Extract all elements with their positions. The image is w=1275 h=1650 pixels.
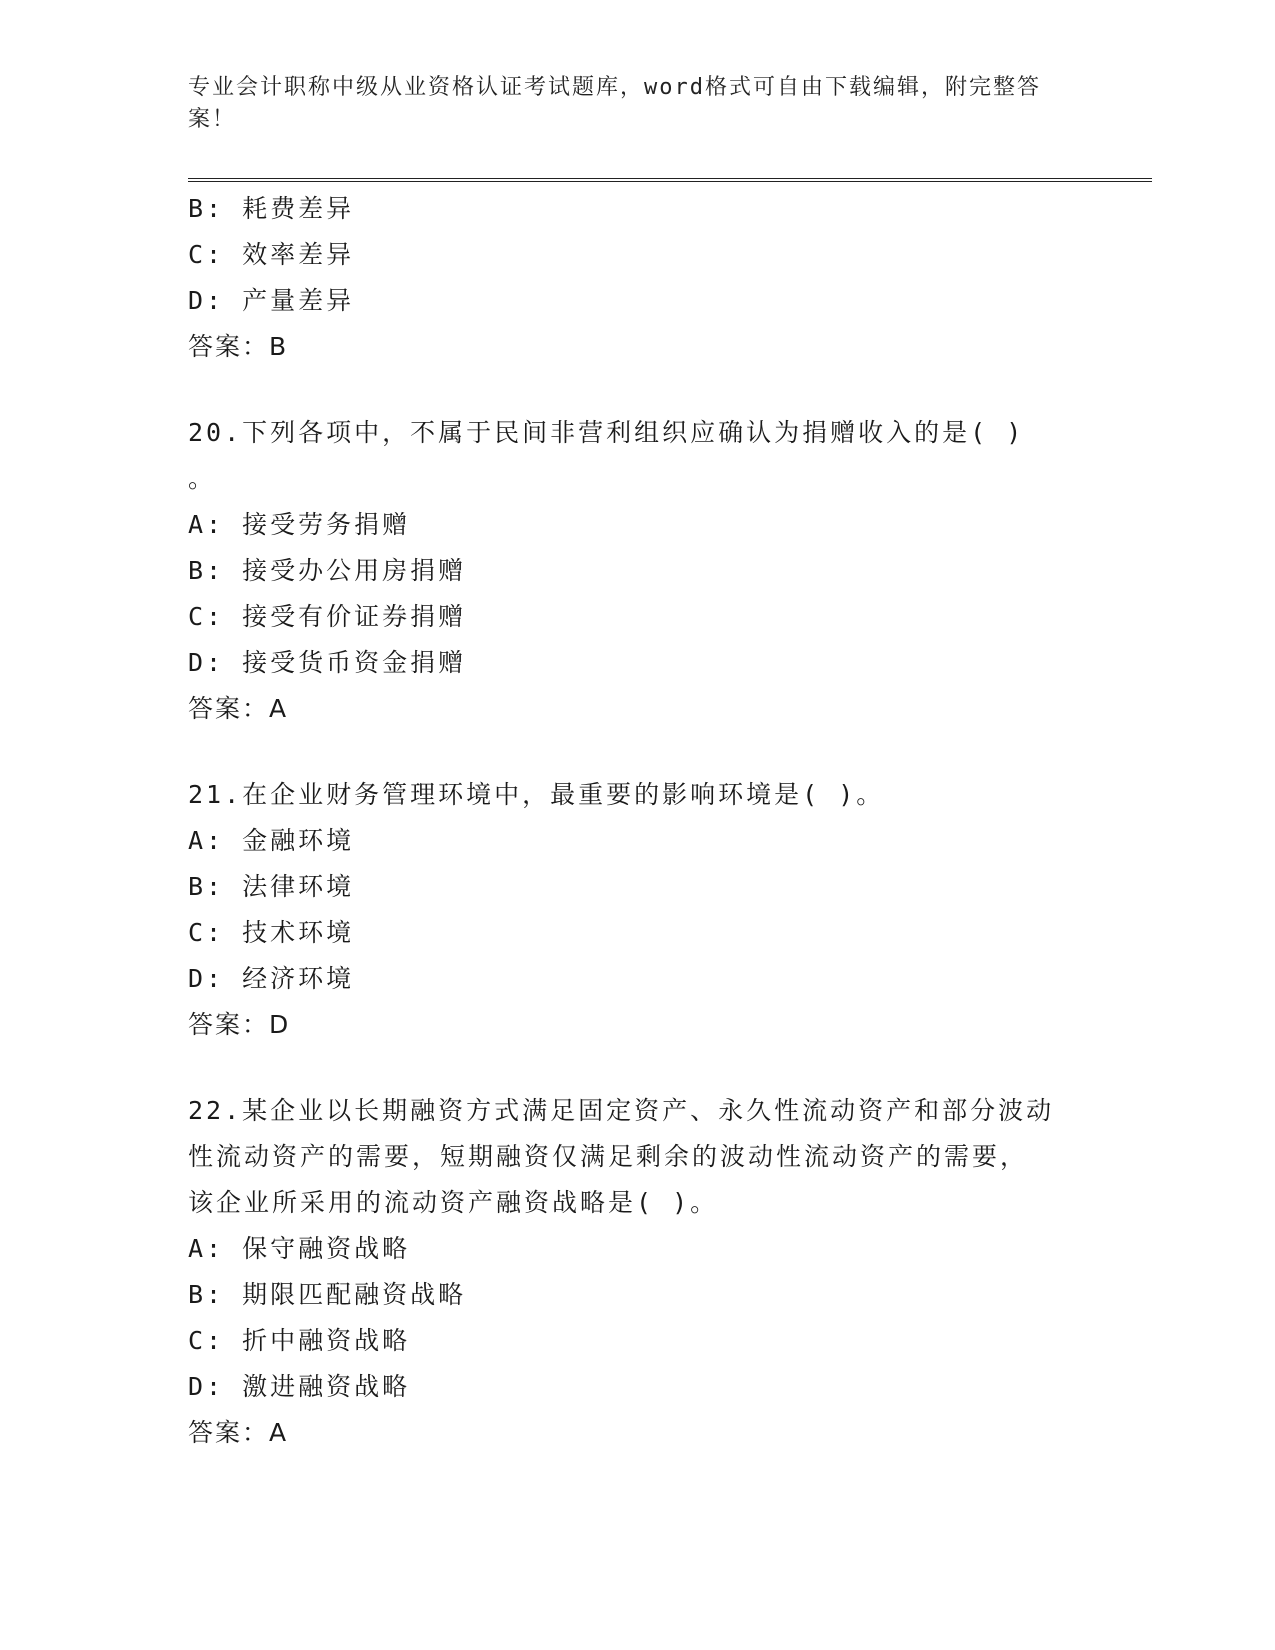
option-c: C: 效率差异 [188, 240, 355, 269]
answer-label: 答案：B [188, 332, 289, 361]
question-block-22 [188, 1088, 1088, 1456]
option-a: A: 接受劳务捐赠 [188, 510, 411, 539]
option-a: A: 保守融资战略 [188, 1234, 411, 1263]
question-block-19 [188, 186, 1088, 370]
question-text: 21.在企业财务管理环境中，最重要的影响环境是( )。 [188, 780, 885, 809]
page-header: 专业会计职称中级从业资格认证考试题库，word格式可自由下载编辑，附完整答案！ [188, 75, 1041, 132]
option-d: D: 激进融资战略 [188, 1372, 411, 1401]
option-a: A: 金融环境 [188, 826, 355, 855]
option-b: B: 法律环境 [188, 872, 355, 901]
question-text-line-2: 性流动资产的需要，短期融资仅满足剩余的波动性流动资产的需要， [188, 1142, 1029, 1171]
option-c: C: 接受有价证券捐赠 [188, 602, 467, 631]
answer-label: 答案：D [188, 1010, 291, 1039]
question-list [188, 186, 1088, 1456]
option-d: D: 接受货币资金捐赠 [188, 648, 467, 677]
option-b: B: 耗费差异 [188, 194, 355, 223]
option-b: B: 期限匹配融资战略 [188, 1280, 467, 1309]
question-block-21 [188, 772, 1088, 1048]
answer-label: 答案：A [188, 1418, 289, 1447]
question-text-line-1: 22.某企业以长期融资方式满足固定资产、永久性流动资产和部分波动 [188, 1096, 1055, 1125]
option-d: D: 产量差异 [188, 286, 355, 315]
header-divider [188, 178, 1152, 182]
question-block-20 [188, 410, 1088, 732]
question-text: 20.下列各项中，不属于民间非营利组织应确认为捐赠收入的是( ) [188, 418, 1025, 447]
question-text-continued: 。 [188, 464, 217, 493]
answer-label: 答案：A [188, 694, 289, 723]
option-c: C: 技术环境 [188, 918, 355, 947]
question-text-line-3: 该企业所采用的流动资产融资战略是( )。 [188, 1188, 719, 1217]
option-c: C: 折中融资战略 [188, 1326, 411, 1355]
option-d: D: 经济环境 [188, 964, 355, 993]
option-b: B: 接受办公用房捐赠 [188, 556, 467, 585]
